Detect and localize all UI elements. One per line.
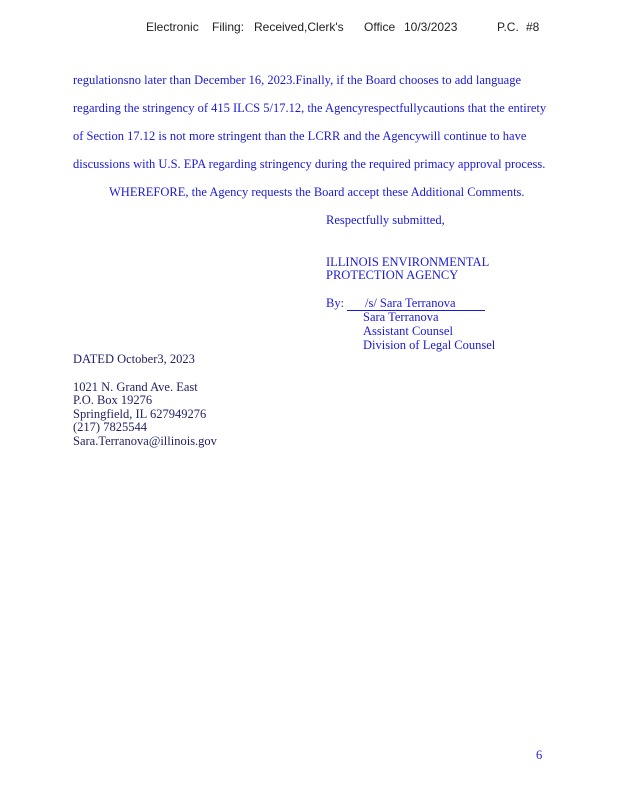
header-filing: Filing: <box>212 20 245 34</box>
header-office: Office <box>364 20 396 34</box>
page-number: 6 <box>536 748 543 762</box>
address-city: Springfield, IL 627949276 <box>73 407 207 421</box>
dated-line: DATED October3, 2023 <box>73 352 195 366</box>
address-email[interactable]: Sara.Terranova@illinois.gov <box>73 434 217 448</box>
signer-name: Sara Terranova <box>363 310 439 324</box>
body-line-4: discussions with U.S. EPA regarding stringency during the required primacy approval process. <box>73 157 546 171</box>
body-line-1: regulationsno later than December 16, 2023.Finally, if the Board chooses to add language <box>73 73 522 87</box>
address-street: 1021 N. Grand Ave. East <box>73 380 198 394</box>
header-date: 10/3/2023 <box>404 20 458 34</box>
wherefore-paragraph: WHEREFORE, the Agency requests the Board accept these Additional Comments. <box>109 185 525 199</box>
header-pc-number: #8 <box>526 20 540 34</box>
address-phone: (217) 7825544 <box>73 420 147 434</box>
address-po-box: P.O. Box 19276 <box>73 393 153 407</box>
body-line-2: regarding the stringency of 415 ILCS 5/17.12, the Agencyrespectfullycautions that the entirety <box>73 101 547 115</box>
header-electronic: Electronic <box>146 20 199 34</box>
org-line-1: ILLINOIS ENVIRONMENTAL <box>326 255 490 269</box>
signed-name: /s/ Sara Terranova <box>347 296 485 311</box>
signer-title: Assistant Counsel <box>363 324 453 338</box>
by-label: By: <box>326 296 345 310</box>
signature-line <box>347 296 485 311</box>
header-pc: P.C. <box>497 20 519 34</box>
org-line-2: PROTECTION AGENCY <box>326 268 459 282</box>
body-line-3: of Section 17.12 is not more stringent than the LCRR and the Agencywill continue to have <box>73 129 527 143</box>
signer-division: Division of Legal Counsel <box>363 338 496 352</box>
closing-text: Respectfully submitted, <box>326 213 445 227</box>
header-received: Received,Clerk's <box>254 20 344 34</box>
